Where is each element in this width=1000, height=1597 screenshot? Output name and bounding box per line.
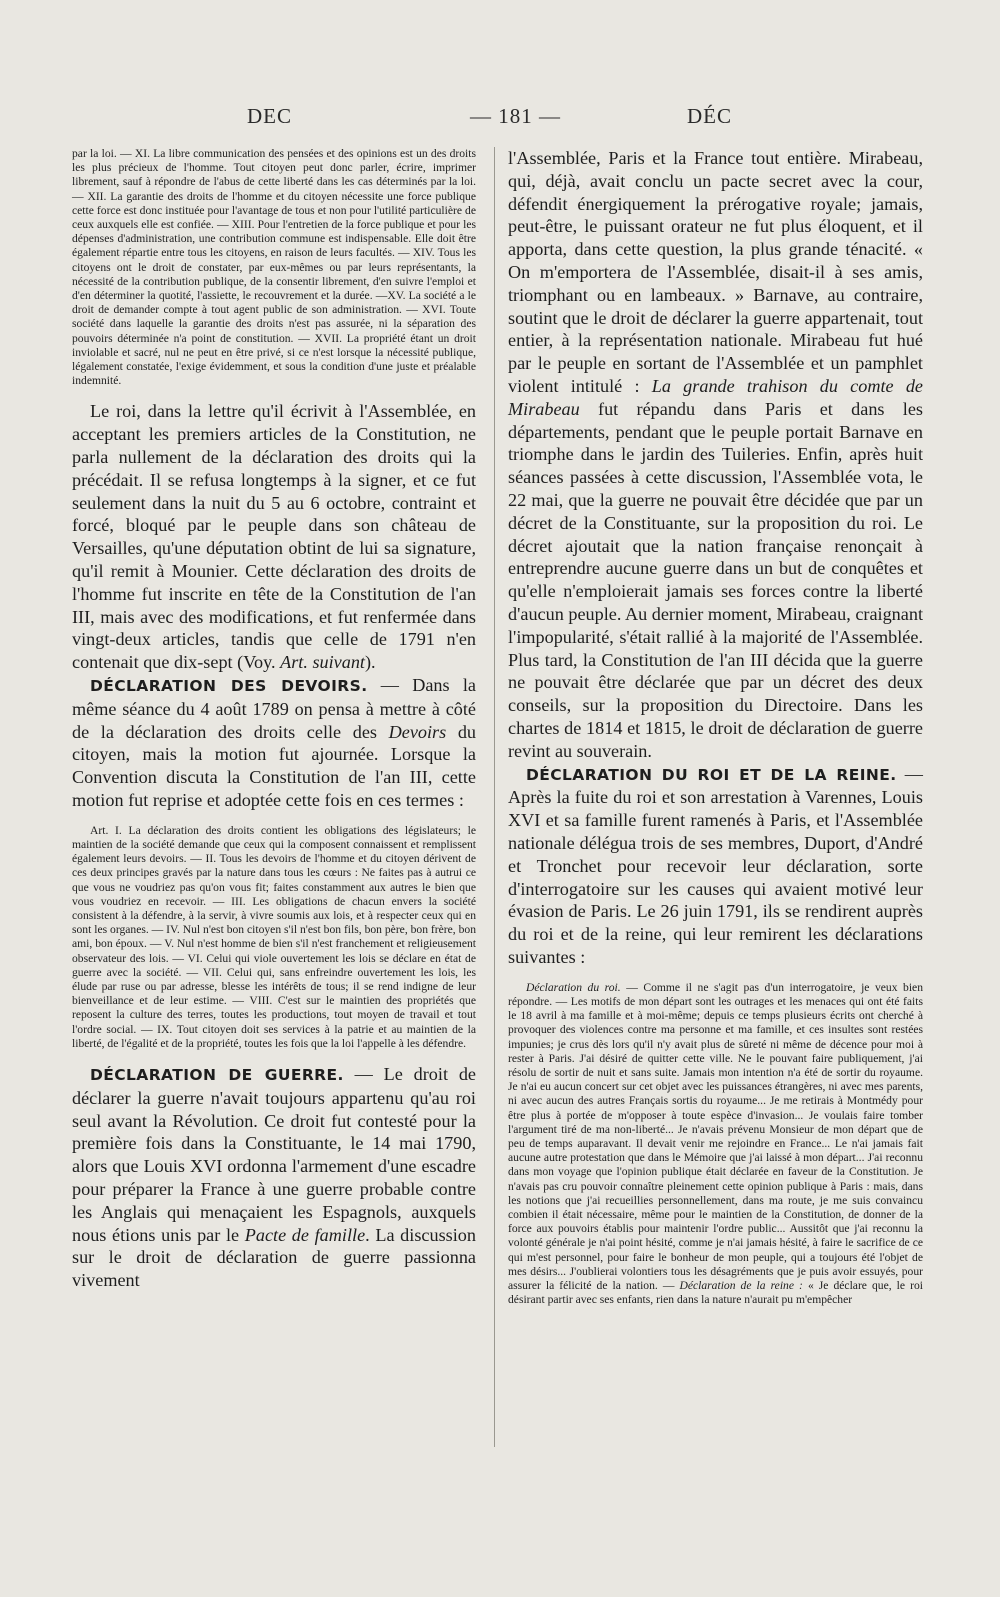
entry-declaration-guerre — [72, 1063, 476, 1292]
page-number: — 181 — — [470, 104, 561, 128]
paragraph-mirabeau — [508, 147, 923, 763]
devoirs-italic: Devoirs — [388, 721, 447, 742]
label-declaration-reine: Déclaration de la reine : — [679, 1278, 803, 1292]
mirabeau-text-2: fut répandu dans Paris et dans les départements, pendant que le peuple portait Barnave en triomphe dans le jardin des Tuileries. Enfin, après huit séances passées à cette discussion, l'Assemblée vota, le 22 mai, que la guerre ne pouvait être décidée que par un décret de la Constituante, sur la proposition du roi. Le décret ajoutait que la nation française renonçait à entreprendre aucune guerre dans un but de conquêtes et qu'elle n'emploierait jamais ses forces contre la liberté d'aucun peuple. Au dernier moment, Mirabeau, craignant l'impopularité, s'était rallié à la majorité de l'Assemblée. Plus tard, la Constitution de l'an III décida que la guerre ne pouvait être déclarée que par un décret des deux conseils, sur la proposition du Directoire. Dans les chartes de 1814 et 1815, le droit de déclaration de guerre revint au souverain. — [508, 398, 923, 761]
right-column — [508, 147, 923, 1307]
devoirs-text-1: — Dans la même séance du 4 août 1789 on pensa à mettre à côté de la déclaration des droits celle des — [72, 675, 476, 742]
left-column — [72, 147, 476, 1292]
running-header — [0, 104, 1000, 134]
guerre-text-2: . La discussion sur le droit de déclaration de guerre passionna vivement — [72, 1224, 476, 1291]
declaration-reine-text: « Je déclare que, le roi désirant partir avec ses enfants, rien dans la nature n'aurait pu m'empêcher — [508, 1278, 923, 1307]
king-letter-text: Le roi, dans la lettre qu'il écrivit à l'Assemblée, en acceptant les premiers articles de la Constitution, ne parla nullement de la déclaration des droits qui la précédait. Il se refusa longtemps à la signer, et ce fut seulement dans la nuit du 5 au 6 octobre, contraint et forcé, bloqué par le peuple dans son château de Versailles, qu'une députation obtint de lui sa signature, qu'il remit à Mounier. Cette déclaration des droits de l'homme fut inscrite en tête de la Constitution de l'an III, mais avec des modifications, et fut renfermée dans vingt-deux articles, tandis que celle de 1791 n'en contenait que dix-sept (Voy. — [72, 401, 476, 673]
devoirs-text-2: du citoyen, mais la motion fut ajournée. Lorsque la Convention discuta la Constitution de l'an III, cette motion fut reprise et adoptée cette fois en ces termes : — [72, 721, 477, 810]
cross-reference: Art. suivant — [280, 652, 365, 673]
column-divider — [494, 147, 495, 1447]
paragraph-king-letter — [72, 400, 476, 674]
guerre-text-1: — Le droit de déclarer la guerre n'avait toujours appartenu qu'au roi seul avant la Révolution. Ce droit fut contesté pour la première fois dans la Constituante, le 14 mai 1790, alors que Louis XVI ordonna l'armement d'une escadre pour préparer la France à une guerre probable contre les Anglais qui menaçaient les Espagnols, auxquels nous étions unis par le — [72, 1064, 476, 1245]
guerre-italic: Pacte de famille — [244, 1224, 366, 1245]
rights-articles-continued: par la loi. — XI. La libre communication des pensées et des opinions est un des droits les plus précieux de l'homme. Tout citoyen peut donc parler, écrire, imprimer librement, sauf à répondre de l'abus de cette liberté dans les cas déterminés par la loi. — XII. La garantie des droits de l'homme et du citoyen nécessite une force publique cette force est donc instituée pour l'avantage de tous et non pour l'utilité particulière de ceux auxquels elle est confiée. — XIII. Pour l'entretien de la force publique et pour les dépenses d'administration, une contribution commune est indispensable. Elle doit être également répartie entre tous les citoyens, en raison de leurs facultés. — XIV. Tous les citoyens ont le droit de constater, par eux-mêmes ou par leurs représentants, la nécessité de la contribution publique, de la consentir librement, d'en suivre l'emploi et d'en déterminer la quotité, l'assiette, le recouvrement et la durée. —XV. La société a le droit de demander compte à tout agent public de son administration. — XVI. Toute société dans laquelle la garantie des droits n'est pas assurée, ni la séparation des pouvoirs déterminée n'a point de constitution. — XVII. La propriété étant un droit inviolable et sacré, nul ne peut en être privé, si ce n'est lorsque la nécessité publique, légalement constatée, l'exige évidemment, et sous la condition d'une juste et préalable indemnité. — [72, 147, 476, 388]
header-right-word: DÉC — [687, 104, 732, 128]
entry-declaration-devoirs — [72, 674, 476, 812]
roi-reine-text: — Après la fuite du roi et son arrestation à Varennes, Louis XVI et sa famille furent ramenés à Paris, et l'Assemblée nationale délégua trois de ses membres, Duport, d'André et Tronchet pour recevoir leur déclaration, sorte d'interrogatoire sur les causes qui avaient motivé leur évasion de Paris. Le 26 juin 1791, ils se rendirent auprès du roi et de la reine, qui leur remirent les déclarations suivantes : — [508, 763, 923, 967]
header-left-word: DEC — [247, 104, 292, 128]
entry-heading-guerre: DÉCLARATION DE GUERRE. — [90, 1066, 344, 1085]
king-letter-end: ). — [364, 652, 376, 673]
label-declaration-roi: Déclaration du roi. — [526, 980, 621, 994]
pamphlet-title: La grande trahison du comte de Mirabeau — [508, 375, 923, 419]
duties-articles: Art. I. La déclaration des droits contient les obligations des législateurs; le maintien de la société demande que ceux qui la composent connaissent et remplissent également leurs devoirs. — II. Tous les devoirs de l'homme et du citoyen dérivent de ces deux principes gravés par la nature dans tous les cœurs : Ne faites pas à autrui ce que vous ne voudriez pas qu'on vous fit; faites constamment aux autres le bien que vous voudriez en recevoir. — III. Les obligations de chacun envers la société consistent à la défendre, à la servir, à vivre soumis aux lois, et à respecter ceux qui en sont les organes. — IV. Nul n'est bon citoyen s'il n'est bon fils, bon père, bon frère, bon ami, bon époux. — V. Nul n'est homme de bien s'il n'est franchement et religieusement observateur des lois. — VI. Celui qui viole ouvertement les lois se déclare en état de guerre avec la société. — VII. Celui qui, sans enfreindre ouvertement les lois, les élude par ruse ou par adresse, blesse les intérêts de tous; il se rend indigne de leur bienveillance et de leur estime. — VIII. C'est sur le maintien des propriétés que reposent la culture des terres, toutes les productions, tout moyen de travail et tout l'ordre social. — IX. Tout citoyen doit ses services à la patrie et au maintien de la liberté, de l'égalité et de la propriété, toutes les fois que la loi l'appelle à les défendre. — [72, 823, 476, 1050]
declaration-roi-text: — Comme il ne s'agit pas d'un interrogatoire, je veux bien répondre. — Les motifs de mon départ sont les outrages et les menaces qui ont été faits le 18 avril à ma famille et à moi-même; depuis ce temps plusieurs écrits ont cherché à provoquer des violences contre ma personne et ma famille, et ces insultes sont restées impunies; je crus dès lors qu'il n'y avait plus de sûreté ni même de décence pour moi à rester à Paris. J'ai désiré de quitter cette ville. Ne le pouvant faire publiquement, j'ai résolu de sortir de nuit et sans suite. Jamais mon intention n'a été de sortir du royaume. Je n'ai eu aucun concert sur cet objet avec les puissances étrangères, ni avec mes parents, ni avec aucun des autres Français sortis du royaume... Je me retirais à Montmédy pour être plus à portée de m'opposer à toute espèce d'invasion... Je voulais faire tomber l'argument tiré de ma non-liberté... Je n'avais prévenu Monsieur de mon départ que de peu de temps auparavant. Il devait venir me rejoindre en France... Le n'ai jamais fait aucune autre protestation que dans le Mémoire que j'ai laissé à mon départ... J'ai reconnu dans mon voyage que l'opinion publique était déclarée en faveur de la Constitution. Je n'avais pas cru pouvoir connaître pleinement cette opinion publique à Paris : mais, dans les notions que j'ai recueillies personnellement, dans ma route, je me suis convaincu combien il était nécessaire, même pour le maintien de la Constitution, de donner de la force aux pouvoirs établis pour maintenir l'ordre public... Aussitôt que j'ai reconnu la volonté générale je n'ai point hésité, comme je n'ai jamais hésité, à faire le sacrifice de ce qui m'est personnel, pour faire le bonheur de mon peuple, qui a toujours été l'objet de mes désirs... J'oublierai volontiers tous les désagréments que je puis avoir essuyés, pour assurer la félicité de la nation. — — [508, 980, 923, 1292]
entry-heading-devoirs: DÉCLARATION DES DEVOIRS. — [90, 677, 368, 696]
entry-heading-roi-reine: DÉCLARATION DU ROI ET DE LA REINE. — [526, 765, 897, 784]
king-queen-declarations — [508, 981, 923, 1308]
mirabeau-text-1: l'Assemblée, Paris et la France tout entière. Mirabeau, qui, déjà, avait conclu un pacte secret avec la cour, défendit énergiquement la prérogative royale; jamais, peut-être, le puissant orateur ne fut plus éloquent, et il apporta, dans cette question, la plus grande ténacité. « On m'emportera de l'Assemblée, disait-il à ses amis, triomphant ou en lambeaux. » Barnave, au contraire, soutint que le droit de déclarer la guerre appartenait, tout entier, à la représentation nationale. Mirabeau fut hué par le peuple en sortant de l'Assemblée et un pamphlet violent intitulé : — [508, 148, 923, 396]
entry-declaration-roi-reine — [508, 763, 923, 969]
